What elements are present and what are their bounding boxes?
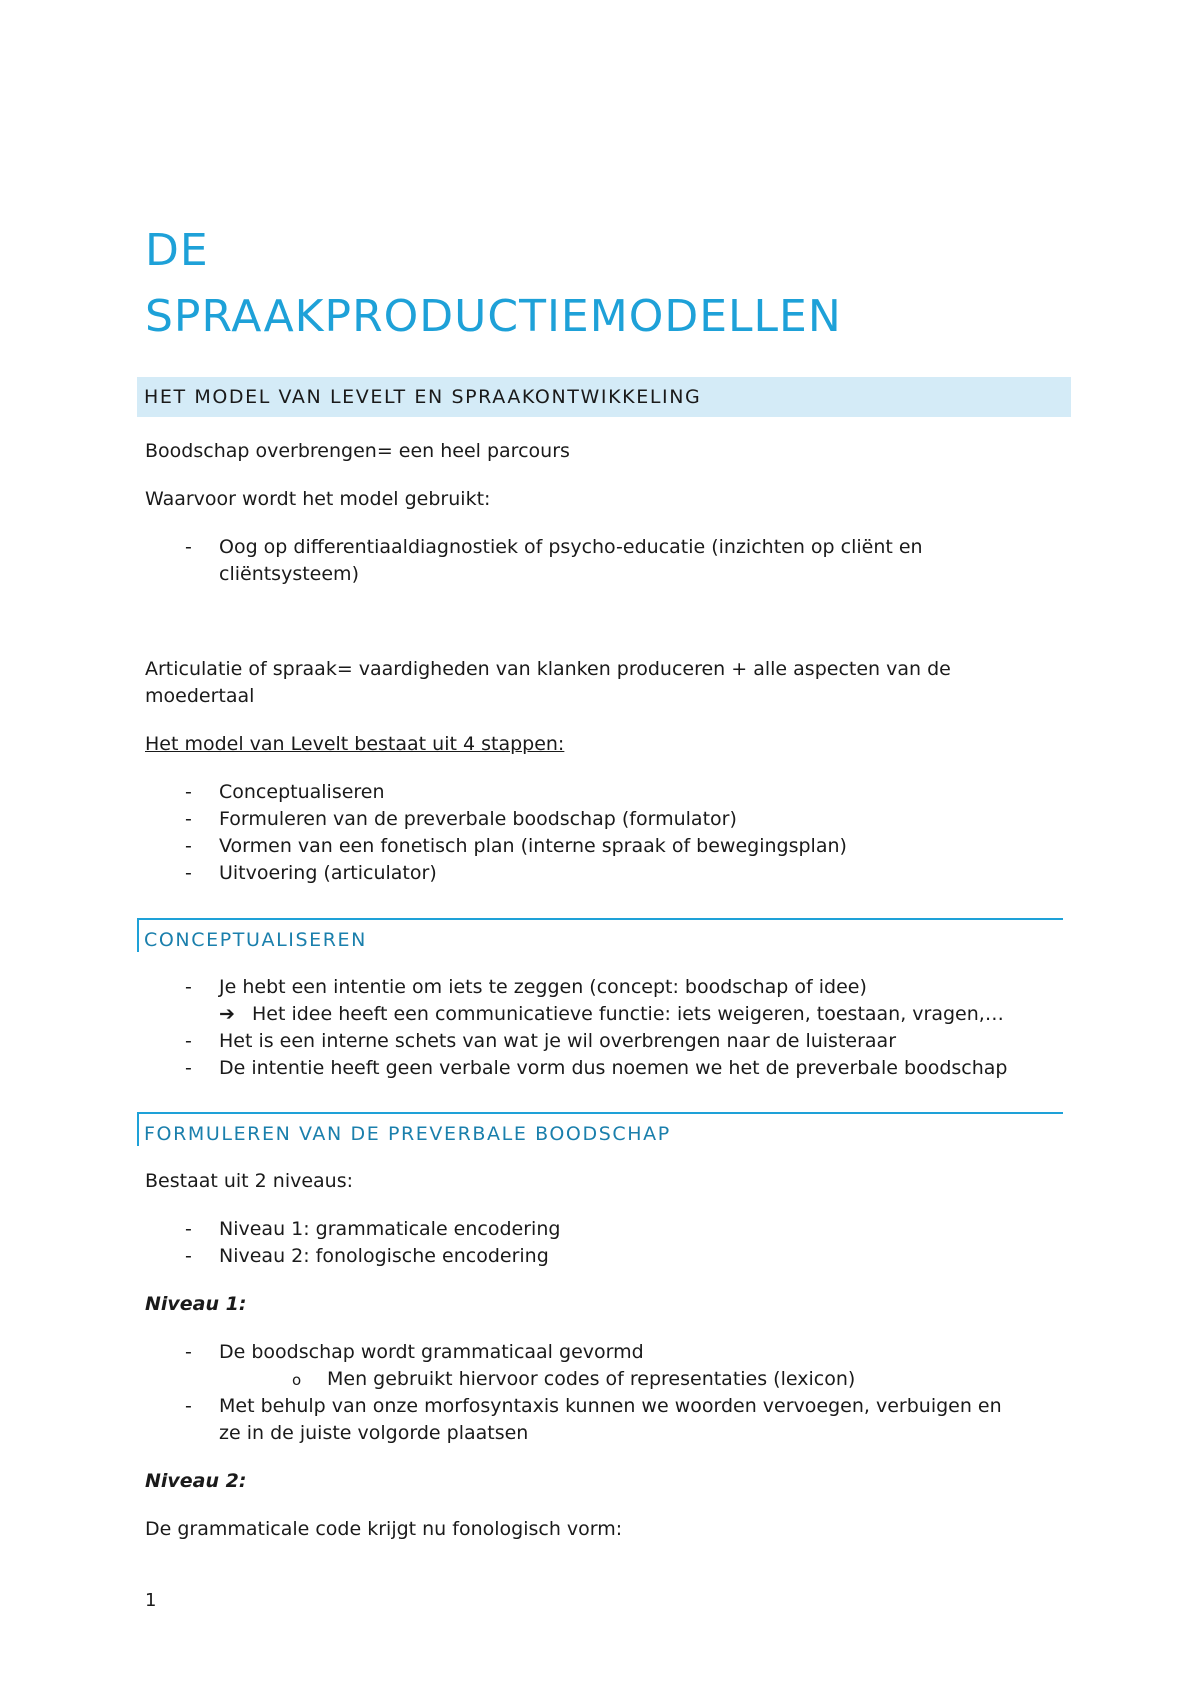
list-dash: - (185, 536, 192, 558)
list-item: Formuleren van de preverbale boodschap (formulator) (219, 808, 737, 830)
paragraph-articulatie: Articulatie of spraak= vaardigheden van klanken produceren + alle aspecten van de (145, 658, 951, 680)
title-line-1: DE (145, 225, 209, 276)
steps-intro: Het model van Levelt bestaat uit 4 stappen: (145, 733, 565, 755)
list-dash: - (185, 862, 192, 884)
list-item: Conceptualiseren (219, 781, 385, 803)
list-dash: - (185, 1341, 192, 1363)
list-dash: - (185, 808, 192, 830)
heading-levelt: HET MODEL VAN LEVELT EN SPRAAKONTWIKKELING (144, 386, 702, 408)
list-item: Je hebt een intentie om iets te zeggen (concept: boodschap of idee) (219, 976, 867, 998)
paragraph-articulatie-cont: moedertaal (145, 685, 255, 707)
subheading-niveau-2: Niveau 2: (145, 1470, 247, 1492)
list-dash: - (185, 1030, 192, 1052)
list-dash: - (185, 976, 192, 998)
list-item: Uitvoering (articulator) (219, 862, 437, 884)
paragraph-grammaticale-code: De grammaticale code krijgt nu fonologisch vorm: (145, 1518, 623, 1540)
subheading-niveau-1: Niveau 1: (145, 1293, 247, 1315)
heading-1-band (137, 377, 1071, 417)
heading-2-box (137, 1112, 1063, 1146)
heading-formuleren: FORMULEREN VAN DE PREVERBALE BOODSCHAP (144, 1123, 671, 1145)
sub-bullet-icon: o (292, 1371, 302, 1389)
paragraph-niveaus: Bestaat uit 2 niveaus: (145, 1170, 354, 1192)
heading-2-box (137, 918, 1063, 952)
list-item: De intentie heeft geen verbale vorm dus noemen we het de preverbale boodschap (219, 1057, 1008, 1079)
title-line-2: SPRAAKPRODUCTIEMODELLEN (145, 291, 842, 342)
paragraph-boodschap: Boodschap overbrengen= een heel parcours (145, 440, 570, 462)
arrow-right-icon: ➔ (219, 1003, 235, 1025)
list-item: Vormen van een fonetisch plan (interne spraak of bewegingsplan) (219, 835, 847, 857)
list-item: Niveau 2: fonologische encodering (219, 1245, 549, 1267)
list-item: De boodschap wordt grammaticaal gevormd (219, 1341, 644, 1363)
sub-list-item: Men gebruikt hiervoor codes of representaties (lexicon) (327, 1368, 856, 1390)
list-dash: - (185, 1218, 192, 1240)
page-title (145, 218, 842, 350)
heading-conceptualiseren: CONCEPTUALISEREN (144, 929, 367, 951)
list-item: Niveau 1: grammaticale encodering (219, 1218, 561, 1240)
list-item-continuation: ze in de juiste volgorde plaatsen (219, 1422, 529, 1444)
list-dash: - (185, 1057, 192, 1079)
paragraph-waarvoor: Waarvoor wordt het model gebruikt: (145, 488, 491, 510)
list-dash: - (185, 835, 192, 857)
list-item: Met behulp van onze morfosyntaxis kunnen we woorden vervoegen, verbuigen en (219, 1395, 1002, 1417)
list-dash: - (185, 781, 192, 803)
list-item: Oog op differentiaaldiagnostiek of psycho-educatie (inzichten op cliënt en (219, 536, 923, 558)
arrow-list-item: Het idee heeft een communicatieve functie: iets weigeren, toestaan, vragen,… (252, 1003, 1004, 1025)
list-dash: - (185, 1395, 192, 1417)
page-number: 1 (145, 1590, 157, 1611)
list-item-continuation: cliëntsysteem) (219, 563, 359, 585)
list-dash: - (185, 1245, 192, 1267)
list-item: Het is een interne schets van wat je wil overbrengen naar de luisteraar (219, 1030, 897, 1052)
